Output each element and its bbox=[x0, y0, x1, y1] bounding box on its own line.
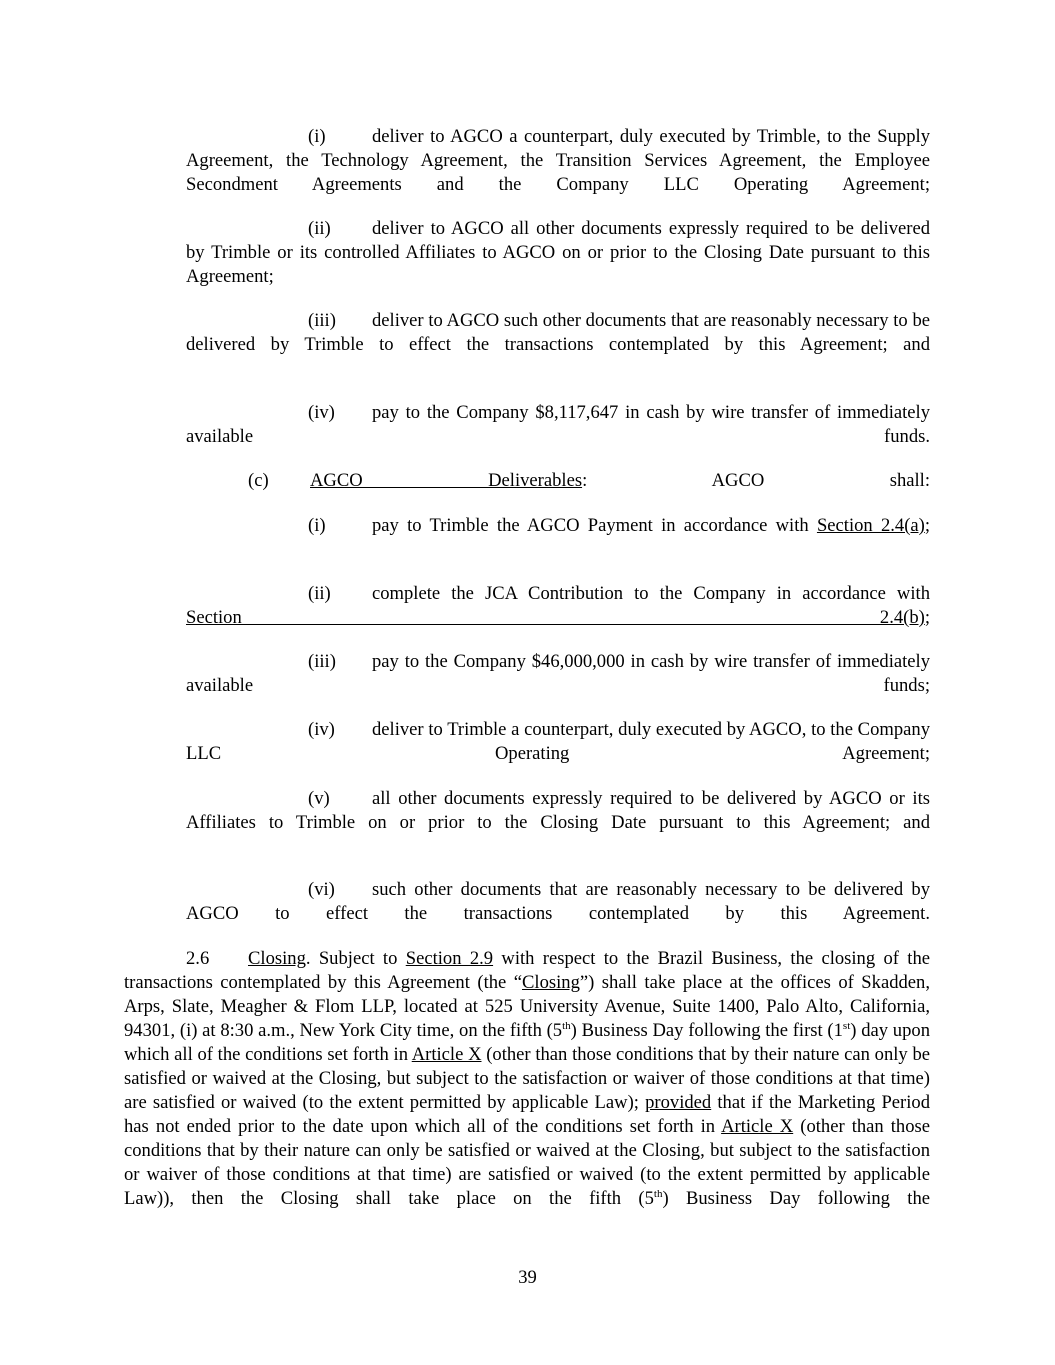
item-number: (i) bbox=[308, 515, 326, 536]
section-text: with respect to the Brazil Business, the closing of the transactions contemplated by this Agreement (the “ bbox=[124, 948, 930, 993]
item-tail: ; bbox=[924, 515, 930, 536]
provided-term: provided bbox=[645, 1092, 712, 1113]
item-number: (i) bbox=[308, 126, 326, 147]
trimble-item-iv bbox=[186, 401, 930, 473]
section-text: ) day upon which all of the conditions set forth in bbox=[124, 1020, 930, 1065]
agco-deliverables-heading bbox=[186, 469, 930, 517]
section-text: that if the Marketing Period has not ended prior to the date upon which all of the conditions set forth in bbox=[124, 1092, 930, 1137]
section-title: Closing bbox=[248, 948, 306, 969]
item-number: (vi) bbox=[308, 879, 335, 900]
section-text: (other than those conditions that by their nature can only be satisfied or waived at the Closing, but subject to the satisfaction or waiver of those conditions at that time) are satisfied or waived (to the extent permitted by applicable Law)), then the Closing shall take place on the fifth (5 bbox=[124, 1116, 930, 1209]
section-2-6-closing bbox=[124, 947, 930, 1235]
article-reference-link[interactable]: Article X bbox=[721, 1116, 794, 1137]
item-number: (ii) bbox=[308, 218, 331, 239]
trimble-item-iii bbox=[186, 309, 930, 381]
agco-item-i bbox=[186, 514, 930, 562]
item-number: (iii) bbox=[308, 651, 336, 672]
agco-item-iii bbox=[186, 650, 930, 722]
agco-item-iv bbox=[186, 718, 930, 790]
heading-rest: : AGCO shall: bbox=[582, 470, 930, 491]
section-text: ) Business Day following the first (1 bbox=[570, 1020, 843, 1041]
heading-title: AGCO Deliverables bbox=[310, 470, 583, 491]
trimble-item-i bbox=[186, 125, 930, 221]
item-number: (ii) bbox=[308, 583, 331, 604]
item-number: (iii) bbox=[308, 310, 336, 331]
item-text: deliver to AGCO all other documents expressly required to be delivered by Trimble or its controlled Affiliates to AGCO on or prior to the Closing Date pursuant to this Agreement; bbox=[186, 218, 930, 287]
agco-item-v bbox=[186, 787, 930, 859]
item-text: pay to the Company $8,117,647 in cash by wire transfer of immediately available funds. bbox=[186, 402, 930, 447]
item-text: such other documents that are reasonably necessary to be delivered by AGCO to effect the transactions contemplated by this Agreement. bbox=[186, 879, 930, 924]
item-number: (v) bbox=[308, 788, 330, 809]
page-number: 39 bbox=[518, 1267, 537, 1288]
item-text: deliver to AGCO a counterpart, duly executed by Trimble, to the Supply Agreement, the Technology Agreement, the Transition Services Agreement, the Employee Secondment Agreements and the Company LLC Operating Agreement; bbox=[186, 126, 930, 195]
agco-item-ii bbox=[186, 582, 930, 654]
article-reference-link[interactable]: Article X bbox=[411, 1044, 482, 1065]
section-number: 2.6 bbox=[186, 948, 210, 969]
item-number: (iv) bbox=[308, 402, 335, 423]
superscript: th bbox=[653, 1187, 663, 1200]
item-text: deliver to AGCO such other documents that are reasonably necessary to be delivered by Trimble to effect the transactions contemplated by this Agreement; and bbox=[186, 310, 930, 355]
section-reference-link[interactable]: Section 2.9 bbox=[405, 948, 494, 969]
section-reference-link[interactable]: Section 2.4(b) bbox=[186, 607, 925, 628]
item-text: complete the JCA Contribution to the Company in accordance with bbox=[372, 583, 930, 604]
item-number: (iv) bbox=[308, 719, 335, 740]
section-text: ”) shall take place at the offices of Skadden, Arps, Slate, Meagher & Flom LLP, located at 525 University Avenue, Suite 1400, Palo Alto, California, 94301, (i) at 8:30 a.m., New York City time, on the fifth (5 bbox=[124, 972, 930, 1041]
item-text: pay to Trimble the AGCO Payment in accordance with bbox=[372, 515, 809, 536]
section-reference-link[interactable]: Section 2.4(a) bbox=[816, 515, 925, 536]
superscript: th bbox=[562, 1019, 571, 1032]
section-text: . Subject to bbox=[305, 948, 406, 969]
heading-number: (c) bbox=[248, 470, 269, 491]
item-tail: ; bbox=[924, 607, 930, 628]
section-text: ) Business Day following the bbox=[662, 1188, 931, 1209]
item-text: all other documents expressly required to be delivered by AGCO or its Affiliates to Trimble on or prior to the Closing Date pursuant to this Agreement; and bbox=[186, 788, 930, 833]
agco-item-vi bbox=[186, 878, 930, 950]
section-text: (other than those conditions that by their nature can only be satisfied or waived at the Closing, but subject to the satisfaction or waiver of those conditions at that time) are satisfied or waived (to the extent permitted by applicable Law); bbox=[124, 1044, 930, 1113]
superscript: st bbox=[842, 1019, 851, 1032]
item-text: pay to the Company $46,000,000 in cash by wire transfer of immediately available funds; bbox=[186, 651, 930, 696]
trimble-item-ii bbox=[186, 217, 930, 313]
defined-term: Closing bbox=[522, 972, 580, 993]
item-text: deliver to Trimble a counterpart, duly executed by AGCO, to the Company LLC Operating Agreement; bbox=[186, 719, 930, 764]
